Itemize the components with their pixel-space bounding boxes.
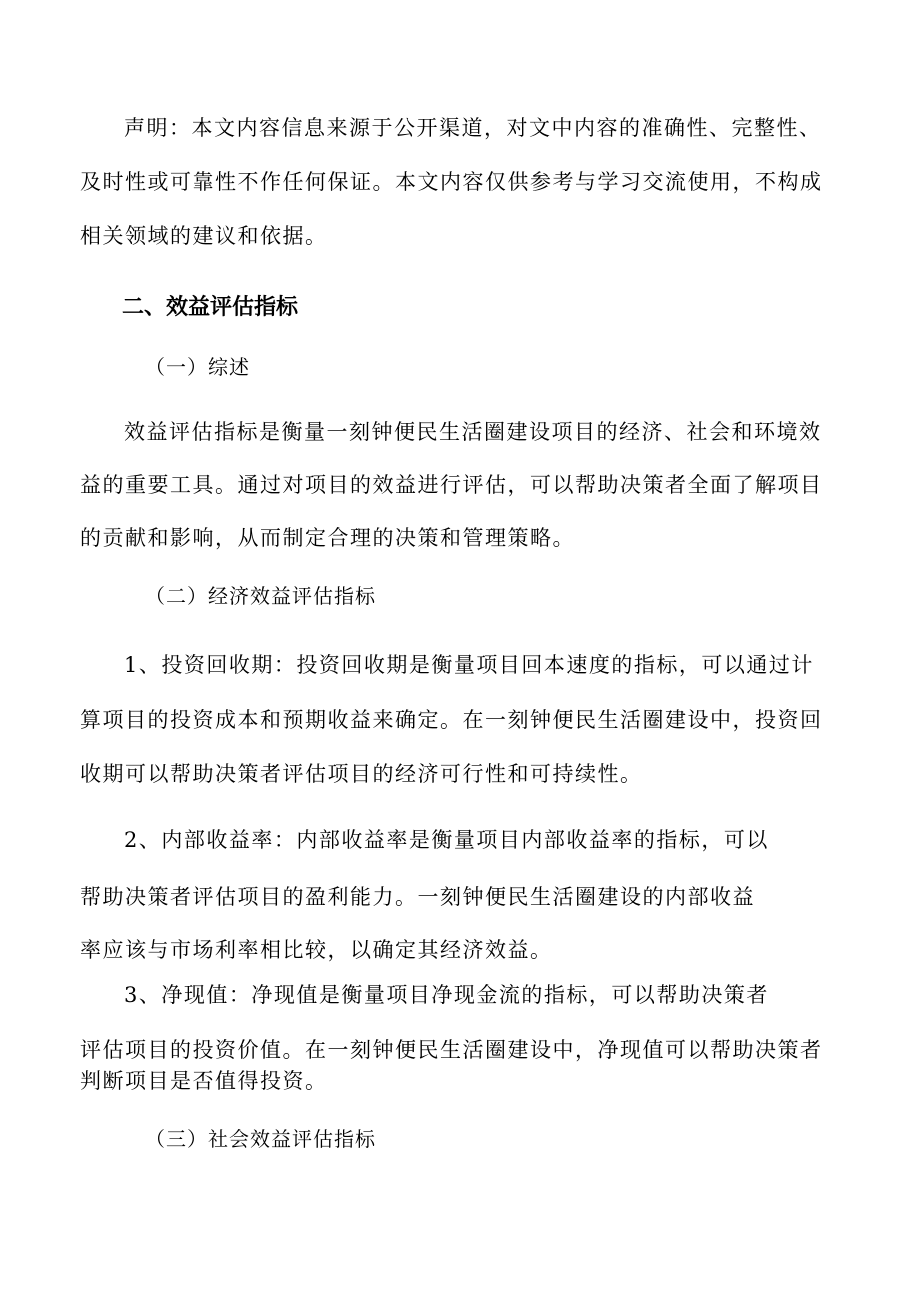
section-title: 二、效益评估指标 — [122, 295, 299, 320]
subsection-3-title: （三）社会效益评估指标 — [145, 1127, 376, 1151]
disclaimer-line-1: 声明：本文内容信息来源于公开渠道，对文中内容的准确性、完整性、 — [124, 116, 822, 140]
payback-line-3: 收期可以帮助决策者评估项目的经济可行性和可持续性。 — [80, 762, 643, 786]
irr-line-3: 率应该与市场利率相比较，以确定其经济效益。 — [80, 938, 553, 962]
subsection-2-title: （二）经济效益评估指标 — [145, 584, 376, 608]
irr-line-1: 2、内部收益率：内部收益率是衡量项目内部收益率的指标，可以 — [124, 828, 769, 852]
summary-line-2: 益的重要工具。通过对项目的效益进行评估，可以帮助决策者全面了解项目 — [80, 473, 823, 497]
summary-line-1: 效益评估指标是衡量一刻钟便民生活圈建设项目的经济、社会和环境效 — [124, 420, 822, 444]
payback-line-2: 算项目的投资成本和预期收益来确定。在一刻钟便民生活圈建设中，投资回 — [80, 708, 823, 732]
npv-line-3: 判断项目是否值得投资。 — [80, 1069, 328, 1093]
disclaimer-line-3: 相关领域的建议和依据。 — [80, 224, 328, 248]
irr-line-2: 帮助决策者评估项目的盈利能力。一刻钟便民生活圈建设的内部收益 — [80, 885, 755, 909]
npv-line-2: 评估项目的投资价值。在一刻钟便民生活圈建设中，净现值可以帮助决策者 — [80, 1038, 823, 1062]
payback-line-1: 1、投资回收期：投资回收期是衡量项目回本速度的指标，可以通过计 — [124, 653, 814, 677]
subsection-1-title: （一）综述 — [145, 355, 250, 379]
disclaimer-line-2: 及时性或可靠性不作任何保证。本文内容仅供参考与学习交流使用，不构成 — [80, 170, 823, 194]
summary-line-3: 的贡献和影响，从而制定合理的决策和管理策略。 — [80, 526, 575, 550]
npv-line-1: 3、净现值：净现值是衡量项目净现金流的指标，可以帮助决策者 — [124, 983, 769, 1007]
